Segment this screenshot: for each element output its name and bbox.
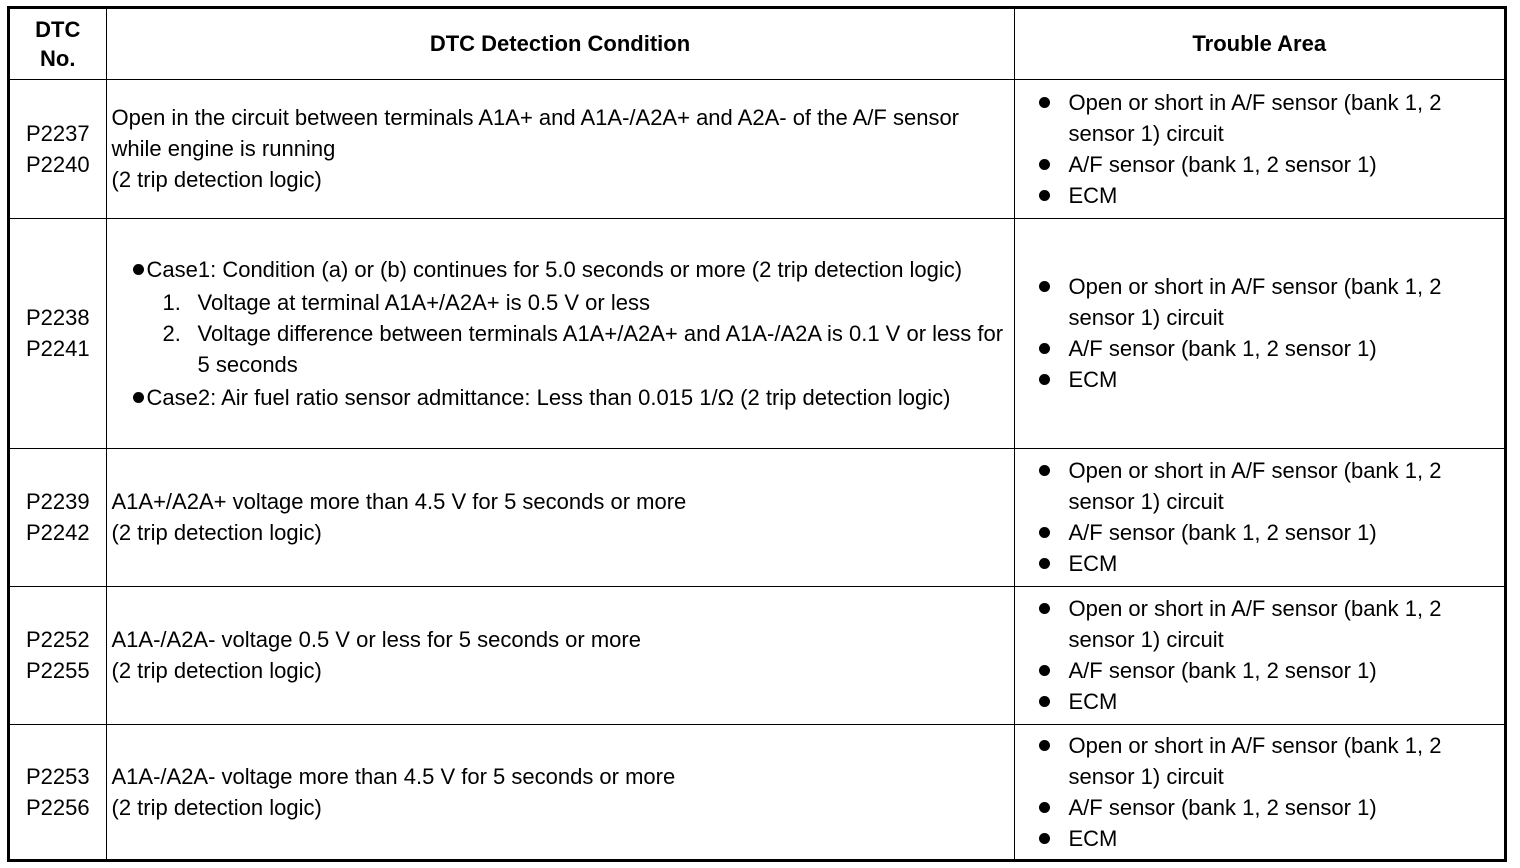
table-row	[10, 448, 1504, 586]
condition-note: (2 trip detection logic)	[111, 794, 322, 820]
dtc-code: P2241	[25, 336, 90, 361]
dtc-code: P2237	[25, 120, 90, 146]
dtc-codes-cell	[10, 586, 106, 724]
dtc-table-frame	[7, 6, 1507, 862]
dtc-codes-cell	[10, 218, 106, 448]
condition-case2: Case2: Air fuel ratio sensor admittance: Less than 0.015 1/Ω (2 trip detection logic)	[112, 382, 1006, 413]
trouble-area-item: Open or short in A/F sensor (bank 1, 2 sensor 1) circuit	[1035, 87, 1499, 149]
table-header-row	[10, 9, 1504, 79]
trouble-area-item: A/F sensor (bank 1, 2 sensor 1)	[1035, 333, 1499, 364]
dtc-code: P2240	[25, 151, 90, 177]
trouble-area-item: Open or short in A/F sensor (bank 1, 2 sensor 1) circuit	[1035, 593, 1499, 655]
condition-case1	[112, 254, 1006, 380]
table-row	[10, 218, 1504, 448]
trouble-area-cell	[1014, 586, 1504, 724]
condition-text: A1A-/A2A- voltage 0.5 V or less for 5 seconds or more	[111, 627, 641, 652]
trouble-area-cell	[1014, 79, 1504, 218]
condition-cell	[106, 79, 1014, 218]
condition-note: (2 trip detection logic)	[111, 167, 322, 192]
header-detection-condition: DTC Detection Condition	[106, 9, 1014, 79]
condition-note: (2 trip detection logic)	[111, 520, 322, 545]
dtc-code: P2255	[25, 658, 90, 683]
trouble-area-item: ECM	[1035, 364, 1499, 395]
case1-text: Case1: Condition (a) or (b) continues for 5.0 seconds or more (2 trip detection logic)	[146, 256, 963, 282]
trouble-area-cell	[1014, 724, 1504, 859]
trouble-area-cell	[1014, 448, 1504, 586]
header-dtc-no: DTC No.	[10, 9, 106, 79]
case1-condition-b: Voltage difference between terminals A1A+/A2A+ and A1A-/A2A is 0.1 V or less for 5 seconds	[197, 320, 1004, 377]
trouble-area-item: Open or short in A/F sensor (bank 1, 2 sensor 1) circuit	[1035, 455, 1499, 517]
dtc-codes-cell	[10, 79, 106, 218]
trouble-area-item: A/F sensor (bank 1, 2 sensor 1)	[1035, 149, 1499, 180]
trouble-area-item: ECM	[1035, 823, 1499, 854]
dtc-code: P2238	[25, 305, 90, 330]
header-trouble-area: Trouble Area	[1014, 9, 1504, 79]
condition-text: Open in the circuit between terminals A1A+ and A1A-/A2A+ and A2A- of the A/F sensor while engine is running	[111, 105, 960, 161]
table-row	[10, 724, 1504, 859]
condition-note: (2 trip detection logic)	[111, 658, 322, 683]
condition-cell	[106, 724, 1014, 859]
trouble-area-item: ECM	[1035, 548, 1499, 579]
dtc-code: P2239	[25, 489, 90, 514]
dtc-table	[10, 9, 1504, 859]
trouble-area-item: A/F sensor (bank 1, 2 sensor 1)	[1035, 517, 1499, 548]
dtc-code: P2252	[25, 627, 90, 652]
condition-text: A1A+/A2A+ voltage more than 4.5 V for 5 seconds or more	[111, 489, 687, 514]
table-row	[10, 586, 1504, 724]
trouble-area-item: A/F sensor (bank 1, 2 sensor 1)	[1035, 655, 1499, 686]
trouble-area-item: ECM	[1035, 686, 1499, 717]
trouble-area-item: Open or short in A/F sensor (bank 1, 2 sensor 1) circuit	[1035, 730, 1499, 792]
condition-text: A1A-/A2A- voltage more than 4.5 V for 5 seconds or more	[111, 763, 676, 789]
trouble-area-cell	[1014, 218, 1504, 448]
dtc-codes-cell	[10, 448, 106, 586]
trouble-area-item: Open or short in A/F sensor (bank 1, 2 sensor 1) circuit	[1035, 271, 1499, 333]
dtc-code: P2242	[25, 520, 90, 545]
case1-condition-a: Voltage at terminal A1A+/A2A+ is 0.5 V or less	[197, 289, 650, 315]
dtc-codes-cell	[10, 724, 106, 859]
trouble-area-item: ECM	[1035, 180, 1499, 211]
dtc-code: P2256	[25, 794, 90, 820]
condition-cell	[106, 448, 1014, 586]
table-row	[10, 79, 1504, 218]
condition-cell	[106, 586, 1014, 724]
trouble-area-item: A/F sensor (bank 1, 2 sensor 1)	[1035, 792, 1499, 823]
condition-cell	[106, 218, 1014, 448]
dtc-code: P2253	[25, 763, 90, 789]
